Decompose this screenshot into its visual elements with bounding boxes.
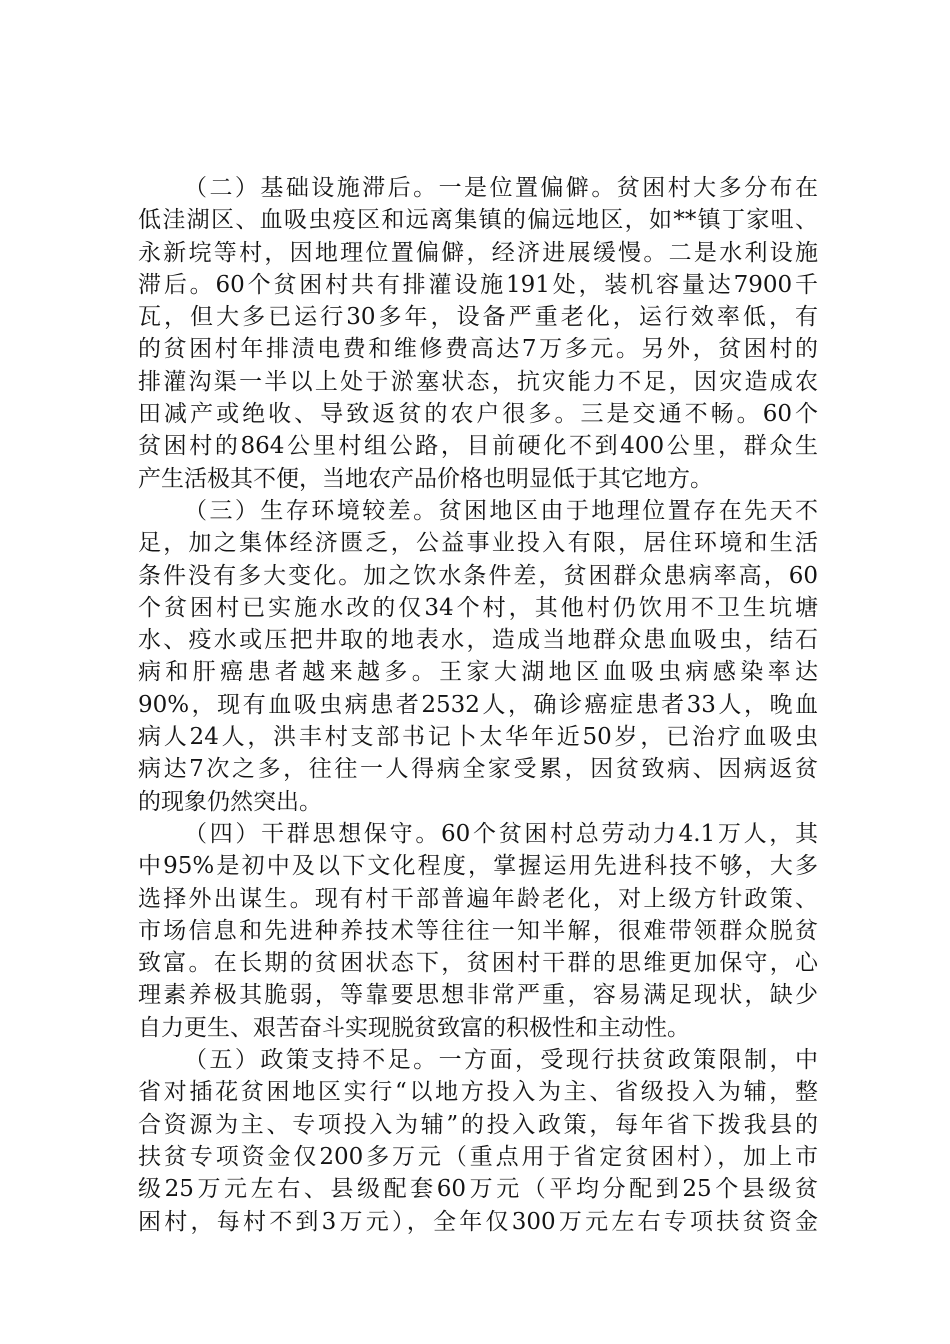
text-line: （三）生存环境较差。贫困地区由于地理位置存在先天不: [184, 497, 818, 524]
text-line: 滞后。60个贫困村共有排灌设施191处，装机容量达7900千: [138, 271, 818, 298]
text-line: 扶贫专项资金仅200多万元（重点用于省定贫困村），加上市: [138, 1143, 818, 1170]
text-line: 病和肝癌患者越来越多。王家大湖地区血吸虫病感染率达: [138, 659, 818, 686]
text-line: 市场信息和先进种养技术等往往一知半解，很难带领群众脱贫: [138, 917, 818, 944]
text-line: 合资源为主、专项投入为辅”的投入政策，每年省下拨我县的: [138, 1111, 818, 1138]
text-line: 理素养极其脆弱，等靠要思想非常严重，容易满足现状，缺少: [138, 982, 818, 1009]
text-line: 的现象仍然突出。: [138, 788, 322, 815]
text-line: （五）政策支持不足。一方面，受现行扶贫政策限制，中: [184, 1047, 818, 1074]
text-line: 贫困村的864公里村组公路，目前硬化不到400公里，群众生: [138, 433, 818, 460]
text-line: 自力更生、艰苦奋斗实现脱贫致富的积极性和主动性。: [138, 1014, 690, 1041]
paragraph: [138, 172, 818, 495]
text-line: 选择外出谋生。现有村干部普遍年龄老化，对上级方针政策、: [138, 885, 818, 912]
text-line: 中95%是初中及以下文化程度，掌握运用先进科技不够，大多: [138, 853, 818, 880]
text-line: 的贫困村年排渍电费和维修费高达7万多元。另外，贫困村的: [138, 336, 818, 363]
paragraph: [138, 1044, 818, 1238]
text-line: 致富。在长期的贫困状态下，贫困村干群的思维更加保守，心: [138, 950, 818, 977]
text-line: 排灌沟渠一半以上处于淤塞状态，抗灾能力不足，因灾造成农: [138, 368, 818, 395]
text-line: 低洼湖区、血吸虫疫区和远离集镇的偏远地区，如**镇丁家咀、: [138, 207, 818, 234]
text-line: （四）干群思想保守。60个贫困村总劳动力4.1万人，其: [184, 820, 818, 847]
text-line: 田减产或绝收、导致返贫的农户很多。三是交通不畅。60个: [138, 401, 818, 428]
text-line: 水、疫水或压把井取的地表水，造成当地群众患血吸虫，结石: [138, 627, 818, 654]
paragraph: [138, 818, 818, 1044]
text-line: 个贫困村已实施水改的仅34个村，其他村仍饮用不卫生坑塘: [138, 594, 818, 621]
text-line: 困村，每村不到3万元），全年仅300万元左右专项扶贫资金: [138, 1208, 818, 1235]
text-line: 条件没有多大变化。加之饮水条件差，贫困群众患病率高，60: [138, 562, 818, 589]
text-line: 病达7次之多，往往一人得病全家受累，因贫致病、因病返贫: [138, 756, 818, 783]
document-body: [138, 172, 818, 1238]
text-line: 永新垸等村，因地理位置偏僻，经济进展缓慢。二是水利设施: [138, 239, 818, 266]
paragraph: [138, 495, 818, 818]
text-line: 病人24人，洪丰村支部书记卜太华年近50岁，已治疗血吸虫: [138, 724, 818, 751]
text-line: （二）基础设施滞后。一是位置偏僻。贫困村大多分布在: [184, 175, 818, 201]
text-line: 省对插花贫困地区实行“以地方投入为主、省级投入为辅，整: [138, 1079, 818, 1106]
text-line: 90%，现有血吸虫病患者2532人，确诊癌症患者33人，晚血: [138, 691, 818, 718]
text-line: 足，加之集体经济匮乏，公益事业投入有限，居住环境和生活: [138, 530, 818, 557]
text-line: 级25万元左右、县级配套60万元（平均分配到25个县级贫: [138, 1176, 818, 1203]
text-line: 瓦，但大多已运行30多年，设备严重老化，运行效率低，有: [138, 304, 818, 331]
text-line: 产生活极其不便，当地农产品价格也明显低于其它地方。: [138, 465, 713, 492]
